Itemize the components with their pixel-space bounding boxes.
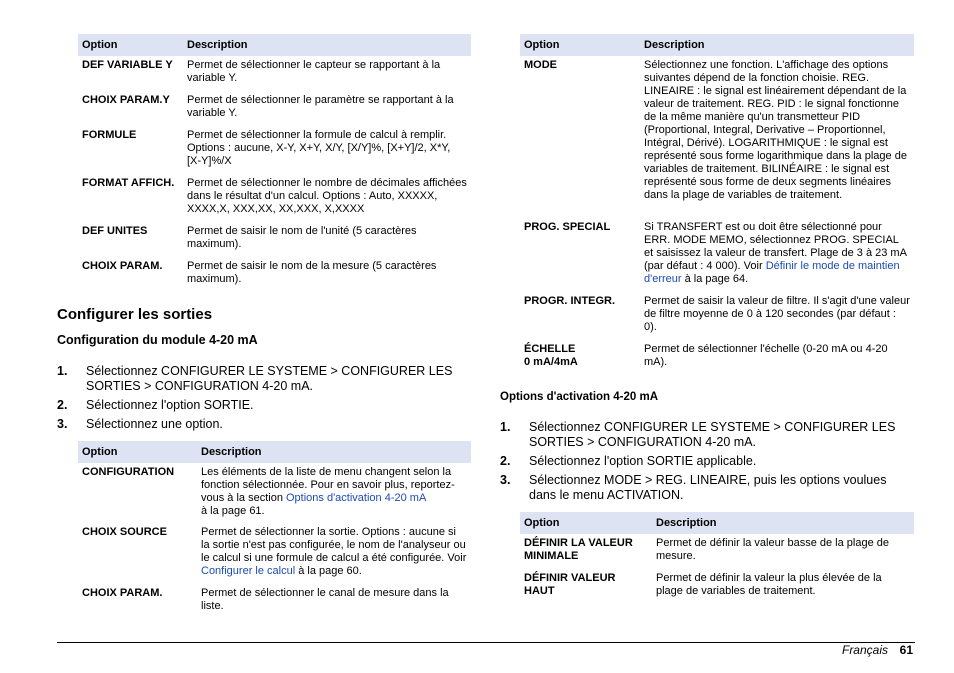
option-name: DEF VARIABLE Y: [82, 59, 173, 71]
step-number: 1.: [500, 420, 511, 434]
column-header-description: Description: [183, 34, 471, 56]
option-description: Permet de sélectionner la formule de calcul à remplir. Options : aucune, X-Y, X+Y, X/Y, [X/Y]%, [X+Y]/2, X*Y, [X-Y]%/X: [187, 129, 451, 167]
table-row: [78, 127, 471, 175]
calc-options-table: [78, 34, 471, 293]
option-description: [640, 219, 914, 293]
step-number: 1.: [57, 364, 68, 378]
option-name: FORMULE: [82, 129, 137, 141]
step-text: Sélectionnez une option.: [86, 417, 223, 431]
option-description: [197, 524, 471, 585]
description-text: à la page 64.: [681, 273, 749, 285]
subsection-title: Configuration du module 4-20 mA: [57, 333, 258, 347]
option-name: PROG. SPECIAL: [524, 221, 611, 233]
table-row: [520, 293, 914, 341]
column-header-description: Description: [652, 512, 914, 534]
module-table-wrap: [78, 441, 471, 620]
description-text: à la page 60.: [295, 565, 362, 577]
subsection-title: Options d'activation 4-20 mA: [500, 391, 659, 403]
option-name: FORMAT AFFICH.: [82, 177, 175, 189]
table-row: [520, 219, 914, 293]
option-name: DÉFINIR VALEUR HAUT: [524, 572, 616, 597]
option-description: Permet de définir la valeur la plus élevée de la plage de variables de traitement.: [656, 572, 882, 597]
option-name: DÉFINIR LA VALEUR MINIMALE: [524, 537, 633, 562]
option-name: CHOIX PARAM.Y: [82, 94, 170, 106]
step-text: Sélectionnez CONFIGURER LE SYSTEME > CONFIGURER LES SORTIES > CONFIGURATION 4-20 mA.: [529, 420, 896, 449]
column-header-description: Description: [197, 441, 471, 463]
option-name: CONFIGURATION: [82, 466, 175, 478]
activation-options-table: [520, 34, 914, 375]
table-row: [520, 570, 914, 605]
option-description: [197, 463, 471, 524]
column-header-option: Option: [520, 34, 640, 56]
table-row: [78, 463, 471, 524]
table-row: [78, 92, 471, 127]
step-number: 2.: [57, 398, 68, 412]
step-text: Sélectionnez l'option SORTIE applicable.: [529, 454, 757, 468]
option-description: Permet de saisir le nom de l'unité (5 caractères maximum).: [187, 225, 417, 250]
list-item: [500, 454, 914, 469]
module-options-table: [78, 441, 471, 620]
cross-reference-link[interactable]: Définir le mode de maintien d'erreur: [644, 260, 900, 285]
table-row: [520, 534, 914, 570]
option-name-text: ÉCHELLE 0 mA/4mA: [524, 343, 578, 368]
footer-language: Français: [841, 643, 888, 657]
list-item: [500, 420, 914, 450]
steps-list: [57, 364, 471, 436]
column-header-description: Description: [640, 34, 914, 56]
step-text: Sélectionnez l'option SORTIE.: [86, 398, 254, 412]
option-name: CHOIX PARAM.: [82, 260, 163, 272]
right-column: [520, 34, 914, 375]
table-row: [520, 56, 914, 219]
cross-reference-link[interactable]: Configurer le calcul: [201, 565, 296, 577]
list-item: [57, 417, 471, 432]
step-number: 3.: [500, 473, 511, 487]
option-description: Sélectionnez une fonction. L'affichage des options suivantes dépend de la fonction choisie. REG. LINEAIRE : le signal est linéairement dépendant de la valeur de traitement. REG. PID : le signal fonctionne de la même manière qu'un transmetteur PID (Proportional, Integral, Derivative – Proportionnel, Intégral, Dérivé). LOGARITHMIQUE : le signal est représenté sous forme logarithmique dans la plage de variables de traitement. BILINÉAIRE : le signal est représenté sous forme de deux segments linéaires dans la plage de variables de traitement.: [644, 59, 907, 201]
option-description: Permet de définir la valeur basse de la plage de mesure.: [656, 537, 889, 562]
range-table-wrap: [520, 512, 914, 605]
option-description: Permet de saisir la valeur de filtre. Il s'agit d'une valeur de filtre moyenne de 0 à 120 secondes (par défaut : 0).: [644, 295, 910, 333]
table-row: [78, 175, 471, 223]
table-header-row: [78, 441, 471, 463]
table-row: [78, 524, 471, 585]
option-description: Permet de saisir le nom de la mesure (5 caractères maximum).: [187, 260, 437, 285]
column-header-option: Option: [78, 441, 197, 463]
description-text: à la page 61.: [201, 505, 265, 517]
table-row: [78, 258, 471, 293]
option-description: Permet de sélectionner l'échelle (0-20 mA ou 4-20 mA).: [644, 343, 888, 368]
option-description: Permet de sélectionner le nombre de décimales affichées dans le résultat d'un calcul. Options : Auto, XXXXX, XXXX,X, XXX,XX, XX,XXX, X,XXXX: [187, 177, 467, 215]
list-item: [57, 398, 471, 413]
section-title: Configurer les sorties: [57, 306, 213, 323]
table-header-row: [520, 34, 914, 56]
activation-steps-list: [500, 420, 914, 507]
option-description: Permet de sélectionner le capteur se rapportant à la variable Y.: [187, 59, 441, 84]
description-text: Permet de sélectionner la sortie. Options : aucune si la sortie n'est pas configurée, le nom de l'analyseur ou le calcul si une formule de calcul a été configurée. Voir: [201, 526, 467, 564]
option-name: PROGR. INTEGR.: [524, 295, 616, 307]
table-header-row: [520, 512, 914, 534]
option-name: CHOIX PARAM.: [82, 587, 163, 599]
option-name: DEF UNITES: [82, 225, 148, 237]
step-number: 2.: [500, 454, 511, 468]
table-row: [78, 585, 471, 620]
description-text: Si TRANSFERT est ou doit être sélectionné pour ERR. MODE MEMO, sélectionnez PROG. SPECIAL et saisissez la valeur de transfert. Plage de 3 à 23 mA (par défaut : 4 000). Voir: [644, 221, 907, 272]
table-row: [78, 223, 471, 258]
list-item: [500, 473, 914, 503]
left-column: [78, 34, 471, 293]
table-header-row: [78, 34, 471, 56]
table-row: [78, 56, 471, 92]
column-header-option: Option: [78, 34, 183, 56]
step-text: Sélectionnez CONFIGURER LE SYSTEME > CONFIGURER LES SORTIES > CONFIGURATION 4-20 mA.: [86, 364, 453, 393]
page-number: 61: [899, 643, 913, 657]
step-number: 3.: [57, 417, 68, 431]
option-name: [520, 341, 640, 375]
cross-reference-link[interactable]: Options d'activation 4-20 mA: [286, 492, 427, 504]
option-name: CHOIX SOURCE: [82, 526, 167, 538]
option-description: Permet de sélectionner le canal de mesure dans la liste.: [201, 587, 449, 612]
list-item: [57, 364, 471, 394]
description-text: Les éléments de la liste de menu changent selon la fonction sélectionnée. Pour en savoir plus, reportez-vous à la section: [201, 466, 455, 504]
step-text: Sélectionnez MODE > REG. LINEAIRE, puis les options voulues dans le menu ACTIVATION.: [529, 473, 887, 502]
option-name: MODE: [524, 59, 557, 71]
table-row: [520, 341, 914, 375]
column-header-option: Option: [520, 512, 652, 534]
option-description: Permet de sélectionner le paramètre se rapportant à la variable Y.: [187, 94, 454, 119]
range-options-table: [520, 512, 914, 605]
